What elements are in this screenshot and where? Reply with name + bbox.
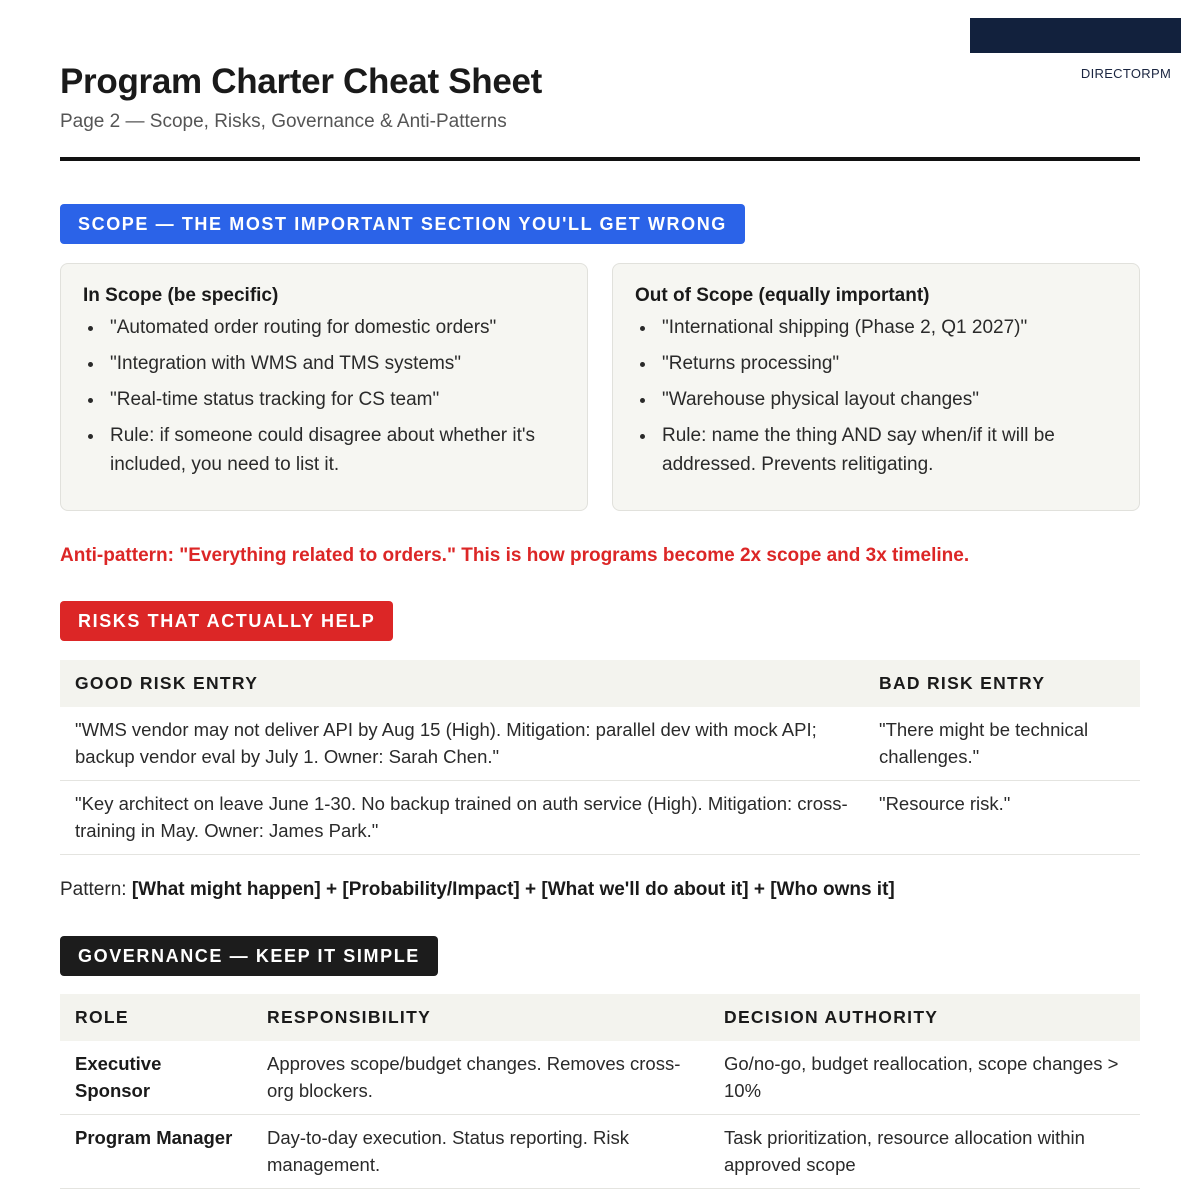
role-cell: Executive Sponsor	[60, 1041, 252, 1115]
brand-name: DIRECTORPM	[1080, 66, 1172, 81]
page-title: Program Charter Cheat Sheet	[60, 62, 543, 101]
scope-anti-pattern: Anti-pattern: "Everything related to orders." This is how programs become 2x scope and 3x timeline.	[60, 545, 970, 566]
list-item: Rule: if someone could disagree about whether it's included, you need to list it.	[83, 421, 565, 479]
list-item: "Warehouse physical layout changes"	[635, 385, 1117, 414]
authority-cell: Go/no-go, budget reallocation, scope changes > 10%	[709, 1041, 1140, 1115]
risk-pattern-label: Pattern:	[60, 879, 127, 900]
page-subtitle: Page 2 — Scope, Risks, Governance & Anti-Patterns	[60, 111, 507, 132]
title-divider	[60, 157, 1140, 161]
out-of-scope-list	[635, 313, 1117, 479]
in-scope-card	[60, 263, 588, 511]
governance-section-heading: GOVERNANCE — KEEP IT SIMPLE	[60, 936, 438, 976]
column-header-bad-risk: BAD RISK ENTRY	[864, 660, 1140, 707]
brand-logo-block	[970, 18, 1181, 53]
responsibility-cell: Approves scope/budget changes. Removes cross-org blockers.	[252, 1041, 709, 1115]
scope-section-heading: SCOPE — THE MOST IMPORTANT SECTION YOU'LL GET WRONG	[60, 204, 745, 244]
risks-section-heading: RISKS THAT ACTUALLY HELP	[60, 601, 393, 641]
in-scope-list	[83, 313, 565, 479]
out-of-scope-card	[612, 263, 1140, 511]
column-header-decision-authority: DECISION AUTHORITY	[709, 994, 1140, 1041]
table-row	[60, 1041, 1140, 1115]
table-header-row	[60, 660, 1140, 707]
list-item: Rule: name the thing AND say when/if it will be addressed. Prevents relitigating.	[635, 421, 1117, 479]
responsibility-cell: Day-to-day execution. Status reporting. Risk management.	[252, 1115, 709, 1189]
list-item: "International shipping (Phase 2, Q1 2027)"	[635, 313, 1117, 342]
list-item: "Real-time status tracking for CS team"	[83, 385, 565, 414]
list-item: "Automated order routing for domestic orders"	[83, 313, 565, 342]
list-item: "Returns processing"	[635, 349, 1117, 378]
in-scope-title: In Scope (be specific)	[83, 285, 279, 306]
authority-cell: Task prioritization, resource allocation within approved scope	[709, 1115, 1140, 1189]
risk-pattern	[60, 879, 895, 901]
risk-table	[60, 660, 1140, 855]
good-risk-cell: "WMS vendor may not deliver API by Aug 15 (High). Mitigation: parallel dev with mock API; backup vendor eval by July 1. Owner: Sarah Chen."	[60, 707, 864, 781]
bad-risk-cell: "There might be technical challenges."	[864, 707, 1140, 781]
risk-pattern-formula: [What might happen] + [Probability/Impact] + [What we'll do about it] + [Who owns it]	[131, 879, 895, 900]
table-row	[60, 707, 1140, 781]
table-row	[60, 1115, 1140, 1189]
governance-table	[60, 994, 1140, 1189]
out-of-scope-title: Out of Scope (equally important)	[635, 285, 930, 306]
table-header-row	[60, 994, 1140, 1041]
table-row	[60, 781, 1140, 855]
column-header-responsibility: RESPONSIBILITY	[252, 994, 709, 1041]
role-cell: Program Manager	[60, 1115, 252, 1189]
list-item: "Integration with WMS and TMS systems"	[83, 349, 565, 378]
bad-risk-cell: "Resource risk."	[864, 781, 1140, 855]
column-header-role: ROLE	[60, 994, 252, 1041]
column-header-good-risk: GOOD RISK ENTRY	[60, 660, 864, 707]
good-risk-cell: "Key architect on leave June 1-30. No backup trained on auth service (High). Mitigation: cross-training in May. Owner: James Park."	[60, 781, 864, 855]
